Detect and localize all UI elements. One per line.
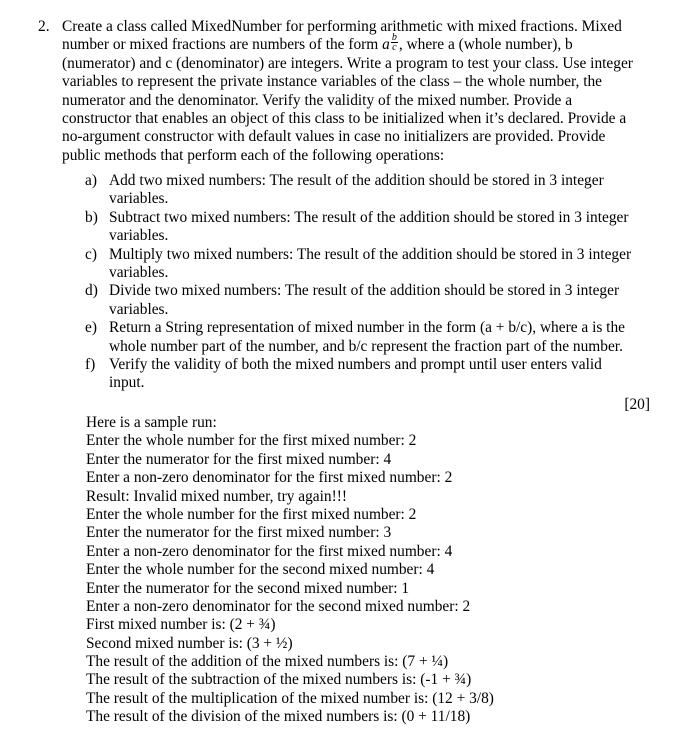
fraction-numerator: b — [391, 32, 397, 44]
item-line: variables. — [109, 300, 169, 318]
sample-line: First mixed number is: (2 + ¾) — [86, 616, 276, 634]
item-label: e) — [85, 319, 97, 337]
intro-line: no-argument constructor with default values in case no initializers are provided. Provide — [62, 128, 606, 146]
item-line: variables. — [109, 190, 169, 208]
question-number: 2. — [38, 18, 50, 35]
item-line: Divide two mixed numbers: The result of the addition should be stored in 3 integer — [109, 282, 620, 300]
formula-line — [62, 32, 662, 54]
item-label: f) — [85, 355, 96, 373]
list-item — [85, 172, 665, 209]
sample-line: Enter the whole number for the first mixed number: 2 — [86, 432, 417, 450]
sample-line: The result of the division of the mixed numbers is: (0 + 11/18) — [86, 708, 471, 726]
sample-line: The result of the subtraction of the mixed numbers is: (-1 + ¾) — [86, 671, 472, 689]
item-line: variables. — [109, 263, 169, 281]
marks-label: [20] — [624, 396, 650, 413]
sample-line: Enter a non-zero denominator for the first mixed number: 4 — [86, 542, 453, 560]
item-line: variables. — [109, 227, 169, 245]
operations-list — [85, 172, 665, 393]
sample-line: Enter the numerator for the second mixed number: 1 — [86, 579, 410, 597]
item-label: c) — [85, 245, 97, 263]
sample-line: The result of the multiplication of the mixed number is: (12 + 3/8) — [86, 689, 494, 707]
sample-line: Result: Invalid mixed number, try again!!! — [86, 487, 347, 505]
sample-line: Enter the numerator for the first mixed number: 3 — [86, 524, 392, 542]
item-label: d) — [85, 282, 98, 300]
sample-line: Enter a non-zero denominator for the first mixed number: 2 — [86, 469, 453, 487]
item-line: whole number part of the number, and b/c represent the fraction part of the number. — [109, 337, 623, 355]
intro-line: Create a class called MixedNumber for performing arithmetic with mixed fractions. Mixed — [62, 18, 622, 35]
intro-line: constructor that enables an object of this class to be initialized when it’s declared. Provide a — [62, 109, 627, 127]
list-item — [85, 209, 665, 246]
intro-line: numerator and the denominator. Verify the validity of the mixed number. Provide a — [62, 91, 573, 109]
formula-text-after: , where a (whole number), b — [398, 36, 573, 54]
sample-line: Enter a non-zero denominator for the second mixed number: 2 — [86, 597, 471, 615]
intro-line: (numerator) and c (denominator) are integers. Write a program to test your class. Use integer — [62, 54, 633, 72]
formula-var-a: a — [382, 36, 390, 54]
sample-line: Enter the whole number for the first mixed number: 2 — [86, 505, 417, 523]
intro-line: variables to represent the private instance variables of the class – the whole number, the — [62, 73, 602, 91]
sample-line: Enter the whole number for the second mixed number: 4 — [86, 561, 435, 579]
formula-text-before: number or mixed fractions are numbers of the form — [62, 36, 383, 54]
item-line: input. — [109, 374, 145, 392]
list-item — [85, 356, 665, 393]
sample-run — [86, 414, 494, 727]
sample-line: Here is a sample run: — [86, 414, 217, 431]
intro-line: public methods that perform each of the following operations: — [62, 146, 445, 164]
question-intro — [62, 18, 662, 165]
item-line: Add two mixed numbers: The result of the addition should be stored in 3 integer — [109, 172, 604, 189]
list-item — [85, 282, 665, 319]
formula-fraction — [391, 33, 398, 52]
sample-line: The result of the addition of the mixed numbers is: (7 + ¼) — [86, 653, 449, 671]
item-line: Verify the validity of both the mixed numbers and prompt until user enters valid — [109, 355, 602, 373]
fraction-denominator: c — [392, 42, 397, 54]
item-line: Subtract two mixed numbers: The result of the addition should be stored in 3 integer — [109, 208, 629, 226]
item-line: Return a String representation of mixed number in the form (a + b/c), where a is the — [109, 319, 625, 337]
sample-line: Enter the numerator for the first mixed number: 4 — [86, 450, 392, 468]
list-item — [85, 246, 665, 283]
list-item — [85, 319, 665, 356]
item-line: Multiply two mixed numbers: The result of the addition should be stored in 3 integer — [109, 245, 632, 263]
sample-line: Second mixed number is: (3 + ½) — [86, 634, 293, 652]
item-label: a) — [85, 172, 97, 189]
item-label: b) — [85, 208, 98, 226]
